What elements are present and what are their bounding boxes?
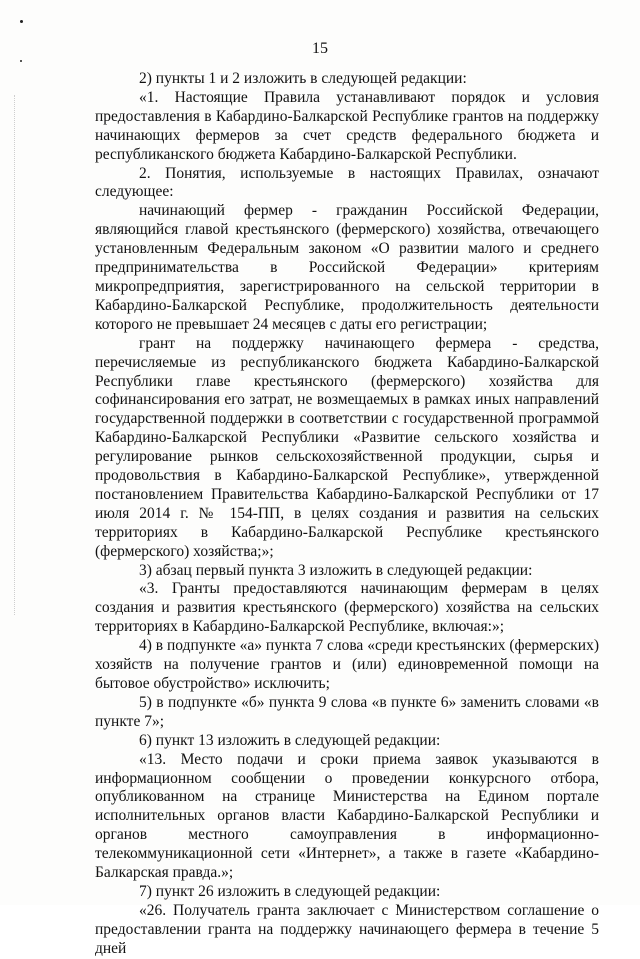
paragraph: «3. Гранты предоставляются начинающим фермерам в целях создания и развития крестьянского (фермерского) хозяйства на сельских территориях в Кабардино-Балкарской Республике, включая:»;: [95, 580, 599, 636]
paragraph: 2. Понятия, используемые в настоящих Правилах, означают следующее:: [95, 164, 599, 201]
paragraph: 6) пункт 13 изложить в следующей редакции:: [139, 731, 441, 749]
paragraph: грант на поддержку начинающего фермера - средства, перечисляемые из республиканского бюджета Кабардино-Балкарской Республики главе крестьянского (фермерского) хозяйства для софинансирования его затрат, не возмещаемых в рамках иных направлений государственной поддержки в соответствии с государственной программой Кабардино-Балкарской Республики «Развитие сельского хозяйства и регулирование рынков сельскохозяйственной продукции, сырья и продовольствия в Кабардино-Балкарской Республике», утвержденной постановлением Правительства Кабардино-Балкарской Республики от 17 июля 2014 г. № 154-ПП, в целях создания и развития на сельских территориях в Кабардино-Балкарской Республике крестьянского (фермерского) хозяйства;»;: [95, 334, 599, 560]
paragraph: «13. Место подачи и сроки приема заявок указываются в информационном сообщении о проведении конкурсного отбора, опубликованном на странице Министерства на Едином портале исполнительных органов власти Кабардино-Балкарской Республики и органов местного самоуправления в информационно-телекоммуникационной сети «Интернет», а также в газете «Кабардино-Балкарская правда.»;: [95, 750, 599, 882]
scan-edge-mark: [14, 95, 16, 615]
paragraph: «26. Получатель гранта заключает с Министерством соглашение о предоставлении гранта на поддержку начинающего фермера в течение 5 дней: [95, 901, 599, 957]
scan-mark: [20, 60, 22, 62]
paragraph: «1. Настоящие Правила устанавливают порядок и условия предоставления в Кабардино-Балкарской Республике грантов на поддержку начинающих фермеров за счет средств федерального бюджета и республиканского бюджета Кабардино-Балкарской Республики.: [95, 88, 599, 163]
scan-mark: [20, 20, 23, 23]
paragraph: 7) пункт 26 изложить в следующей редакции:: [139, 882, 441, 900]
paragraph: 4) в подпункте «а» пункта 7 слова «среди крестьянских (фермерских) хозяйств на получение грантов и (или) единовременной помощи на бытовое обустройство» исключить;: [95, 637, 599, 692]
page-number: 15: [312, 40, 328, 57]
document-body: [95, 70, 599, 959]
paragraph: 5) в подпункте «б» пункта 9 слова «в пункте 6» заменить словами «в пункте 7»;: [95, 693, 599, 730]
paragraph: 2) пункты 1 и 2 изложить в следующей редакции:: [139, 70, 467, 87]
paragraph: 3) абзац первый пункта 3 изложить в следующей редакции:: [139, 561, 533, 579]
paragraph: начинающий фермер - гражданин Российской Федерации, являющийся главой крестьянского (фермерского) хозяйства, отвечающего установленным Федеральным законом «О развитии малого и среднего предпринимательства в Российской Федерации» критериям микропредприятия, зарегистрированного на сельской территории в Кабардино-Балкарской Республике, продолжительность деятельности которого не превышает 24 месяцев с даты его регистрации;: [95, 202, 599, 333]
